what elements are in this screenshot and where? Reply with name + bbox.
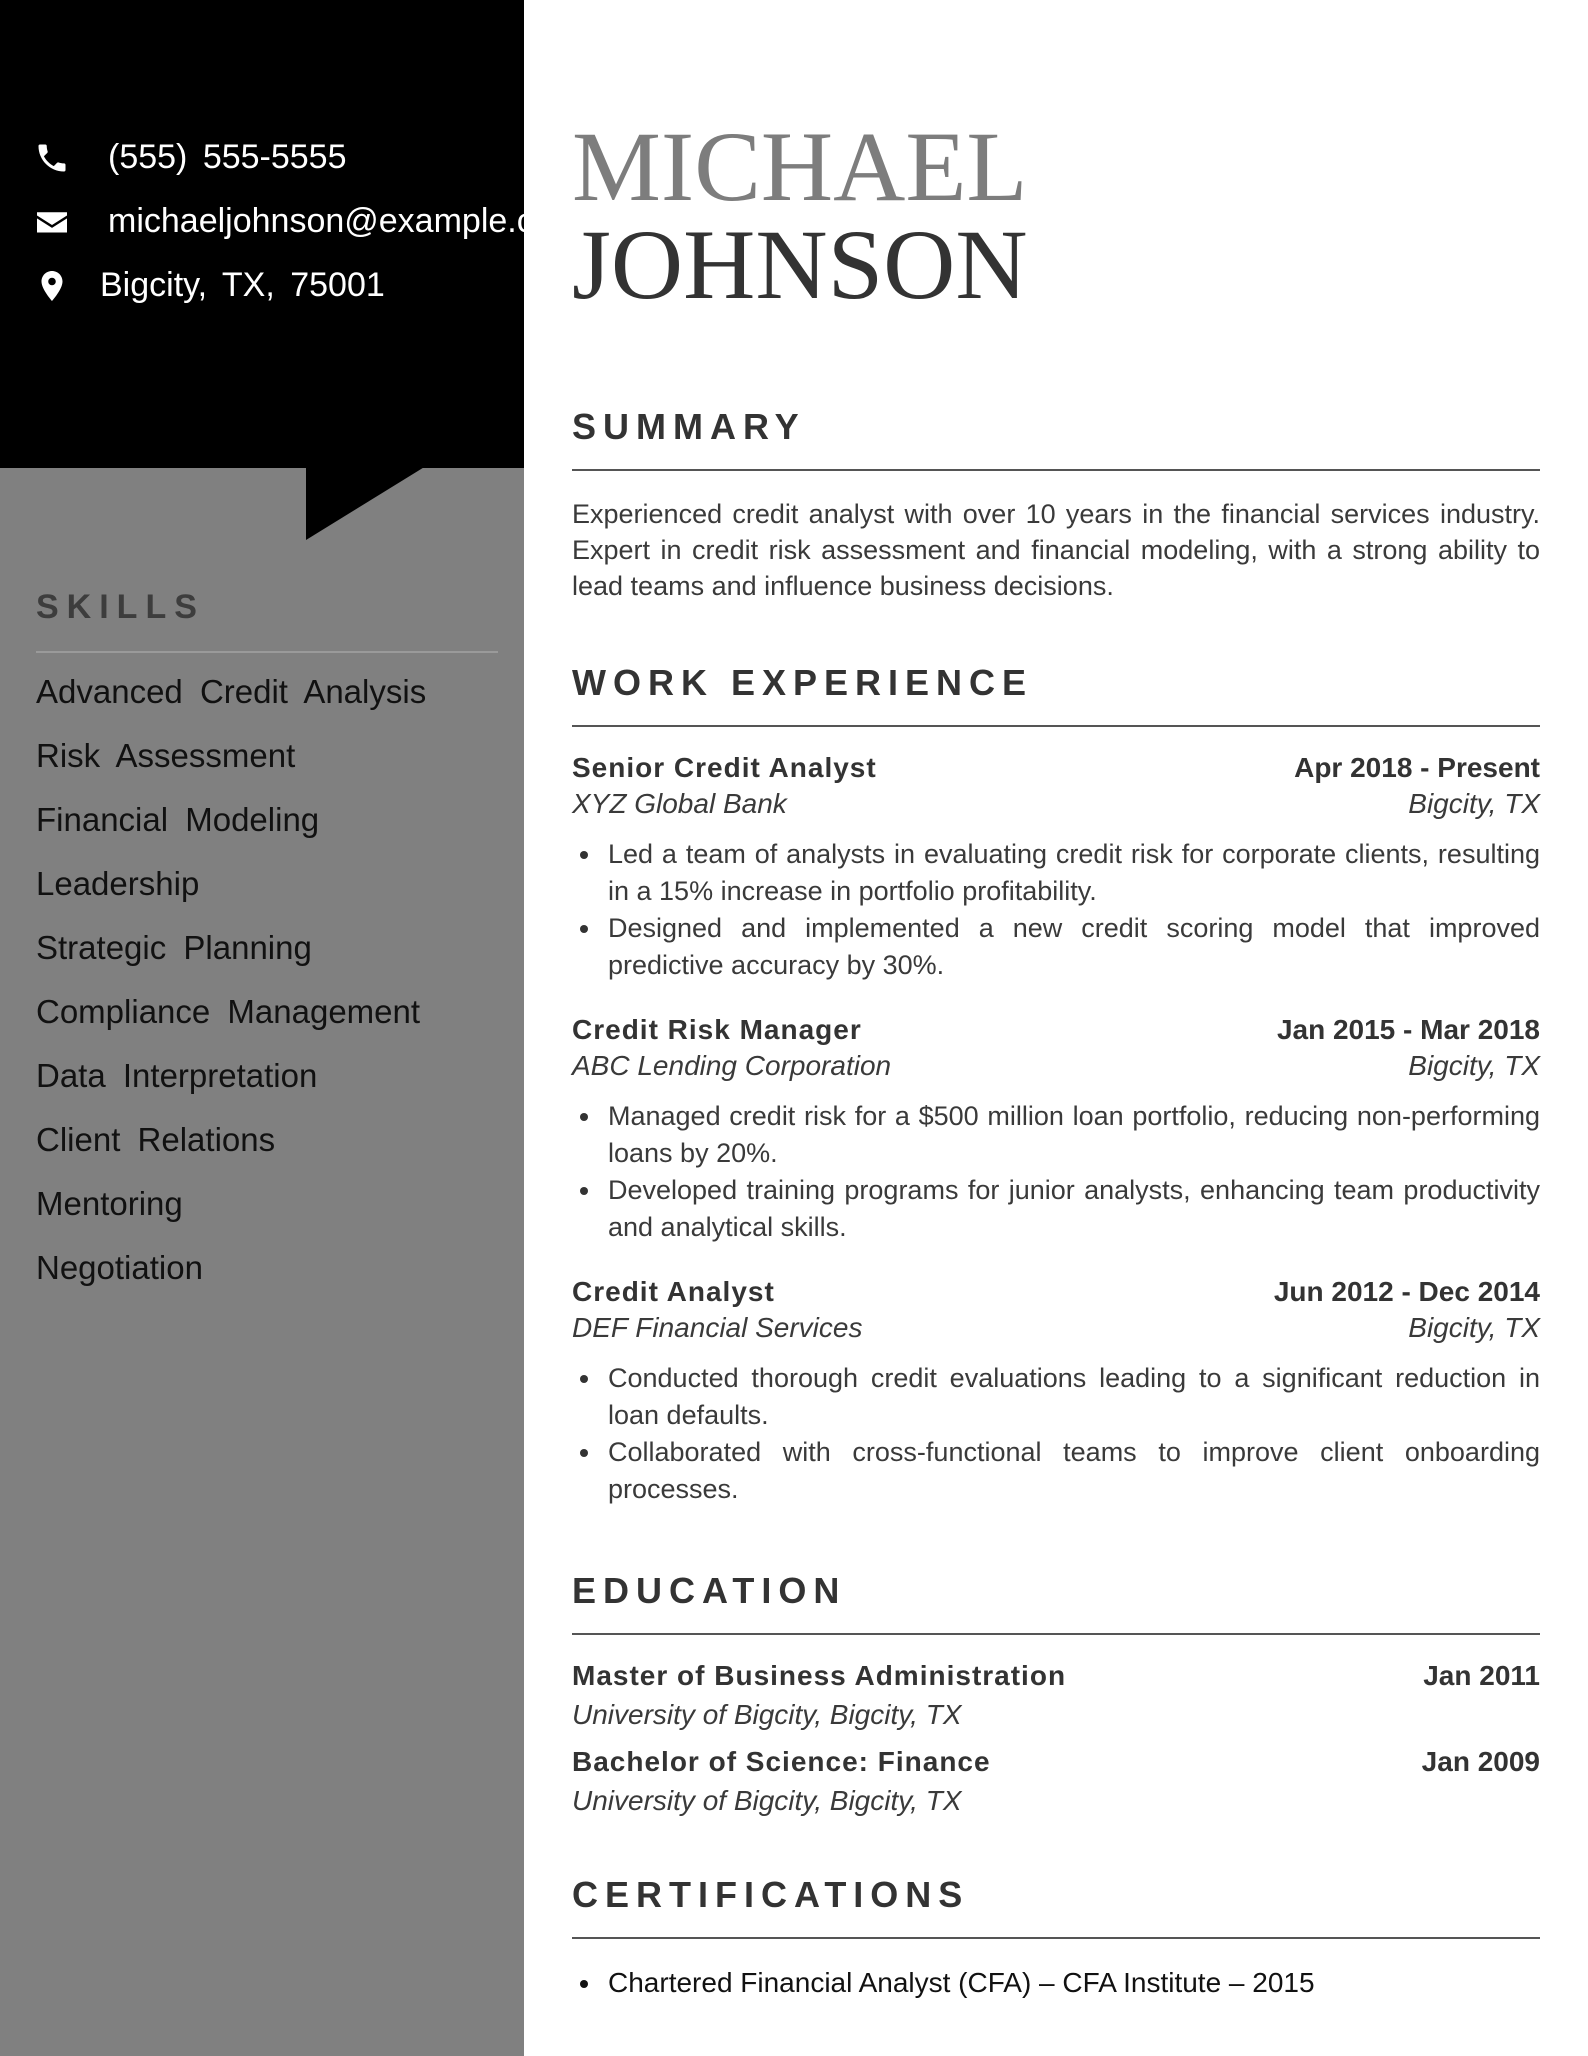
contact-email bbox=[34, 202, 581, 241]
job-entry bbox=[572, 1014, 1540, 1246]
job-title: Senior Credit Analyst bbox=[572, 752, 877, 783]
education-date: Jan 2011 bbox=[1423, 1660, 1540, 1691]
job-company: XYZ Global Bank bbox=[572, 788, 787, 819]
education-degree: Bachelor of Science: Finance bbox=[572, 1746, 991, 1777]
job-bullets bbox=[572, 1360, 1540, 1508]
job-dates: Jun 2012 - Dec 2014 bbox=[1273, 1276, 1540, 1307]
skills-list bbox=[36, 668, 426, 1308]
skill-item: Client Relations bbox=[36, 1121, 276, 1158]
skill-item: Financial Modeling bbox=[36, 801, 320, 838]
job-entry bbox=[572, 1276, 1540, 1508]
first-name: MICHAEL bbox=[572, 111, 1028, 222]
phone-icon bbox=[34, 140, 70, 176]
education-entry bbox=[572, 1746, 1540, 1820]
skill-item: Leadership bbox=[36, 865, 200, 902]
skill-item: Strategic Planning bbox=[36, 929, 312, 966]
job-bullet: Managed credit risk for a $500 million loan portfolio, reducing non-performing loans by 20%. bbox=[572, 1098, 1540, 1172]
contact-phone bbox=[34, 138, 347, 177]
skill-item: Advanced Credit Analysis bbox=[36, 673, 427, 710]
education-heading: EDUCATION bbox=[572, 1570, 847, 1611]
job-company: DEF Financial Services bbox=[572, 1312, 863, 1343]
job-location: Bigcity, TX bbox=[1408, 1050, 1540, 1081]
job-title: Credit Analyst bbox=[572, 1276, 775, 1307]
education-entry bbox=[572, 1660, 1540, 1734]
job-bullet: Conducted thorough credit evaluations leading to a significant reduction in loan defaults. bbox=[572, 1360, 1540, 1434]
experience-divider bbox=[572, 725, 1540, 727]
job-dates: Apr 2018 - Present bbox=[1294, 752, 1540, 783]
skill-item: Mentoring bbox=[36, 1185, 183, 1222]
phone-text: (555) 555-5555 bbox=[108, 138, 347, 176]
skill-item: Compliance Management bbox=[36, 993, 421, 1030]
skill-item: Data Interpretation bbox=[36, 1057, 318, 1094]
education-degree: Master of Business Administration bbox=[572, 1660, 1067, 1691]
job-bullets bbox=[572, 836, 1540, 984]
skill-item: Negotiation bbox=[36, 1249, 203, 1286]
sidebar-tab-notch bbox=[306, 466, 426, 540]
job-dates: Jan 2015 - Mar 2018 bbox=[1276, 1014, 1540, 1045]
job-bullets bbox=[572, 1098, 1540, 1246]
skills-heading: SKILLS bbox=[36, 588, 205, 626]
summary-heading: SUMMARY bbox=[572, 406, 806, 447]
envelope-icon bbox=[34, 204, 70, 240]
summary-text: Experienced credit analyst with over 10 years in the financial services industry. Expert in credit risk assessment and financial modeling, with a strong ability to lead teams and influence business decisions. bbox=[572, 499, 1540, 601]
sidebar bbox=[0, 0, 581, 2056]
education-divider bbox=[572, 1633, 1540, 1635]
job-company: ABC Lending Corporation bbox=[572, 1050, 892, 1081]
email-text: michaeljohnson@example.com bbox=[108, 202, 581, 240]
job-bullet: Developed training programs for junior analysts, enhancing team productivity and analytical skills. bbox=[572, 1172, 1540, 1246]
summary-divider bbox=[572, 469, 1540, 471]
job-bullet: Designed and implemented a new credit scoring model that improved predictive accuracy by 30%. bbox=[572, 910, 1540, 984]
job-bullet: Collaborated with cross-functional teams to improve client onboarding processes. bbox=[572, 1434, 1540, 1508]
job-entry bbox=[572, 752, 1540, 984]
location-pin-icon bbox=[34, 268, 70, 304]
contact-location bbox=[34, 266, 385, 305]
candidate-name bbox=[572, 111, 1028, 320]
job-location: Bigcity, TX bbox=[1408, 1312, 1540, 1343]
education-school: University of Bigcity, Bigcity, TX bbox=[572, 1699, 962, 1730]
certifications-heading: CERTIFICATIONS bbox=[572, 1874, 970, 1915]
job-title: Credit Risk Manager bbox=[572, 1014, 862, 1045]
job-location: Bigcity, TX bbox=[1408, 788, 1540, 819]
certification-item: Chartered Financial Analyst (CFA) – CFA Institute – 2015 bbox=[572, 1964, 1540, 2002]
education-date: Jan 2009 bbox=[1421, 1746, 1540, 1777]
skills-divider bbox=[36, 651, 498, 653]
experience-heading: WORK EXPERIENCE bbox=[572, 662, 1034, 703]
location-text: Bigcity, TX, 75001 bbox=[100, 266, 385, 304]
last-name: JOHNSON bbox=[572, 209, 1028, 320]
job-bullet: Led a team of analysts in evaluating credit risk for corporate clients, resulting in a 15% increase in portfolio profitability. bbox=[572, 836, 1540, 910]
certifications-list bbox=[572, 1964, 1540, 2002]
education-school: University of Bigcity, Bigcity, TX bbox=[572, 1785, 962, 1816]
skill-item: Risk Assessment bbox=[36, 737, 296, 774]
certifications-divider bbox=[572, 1937, 1540, 1939]
